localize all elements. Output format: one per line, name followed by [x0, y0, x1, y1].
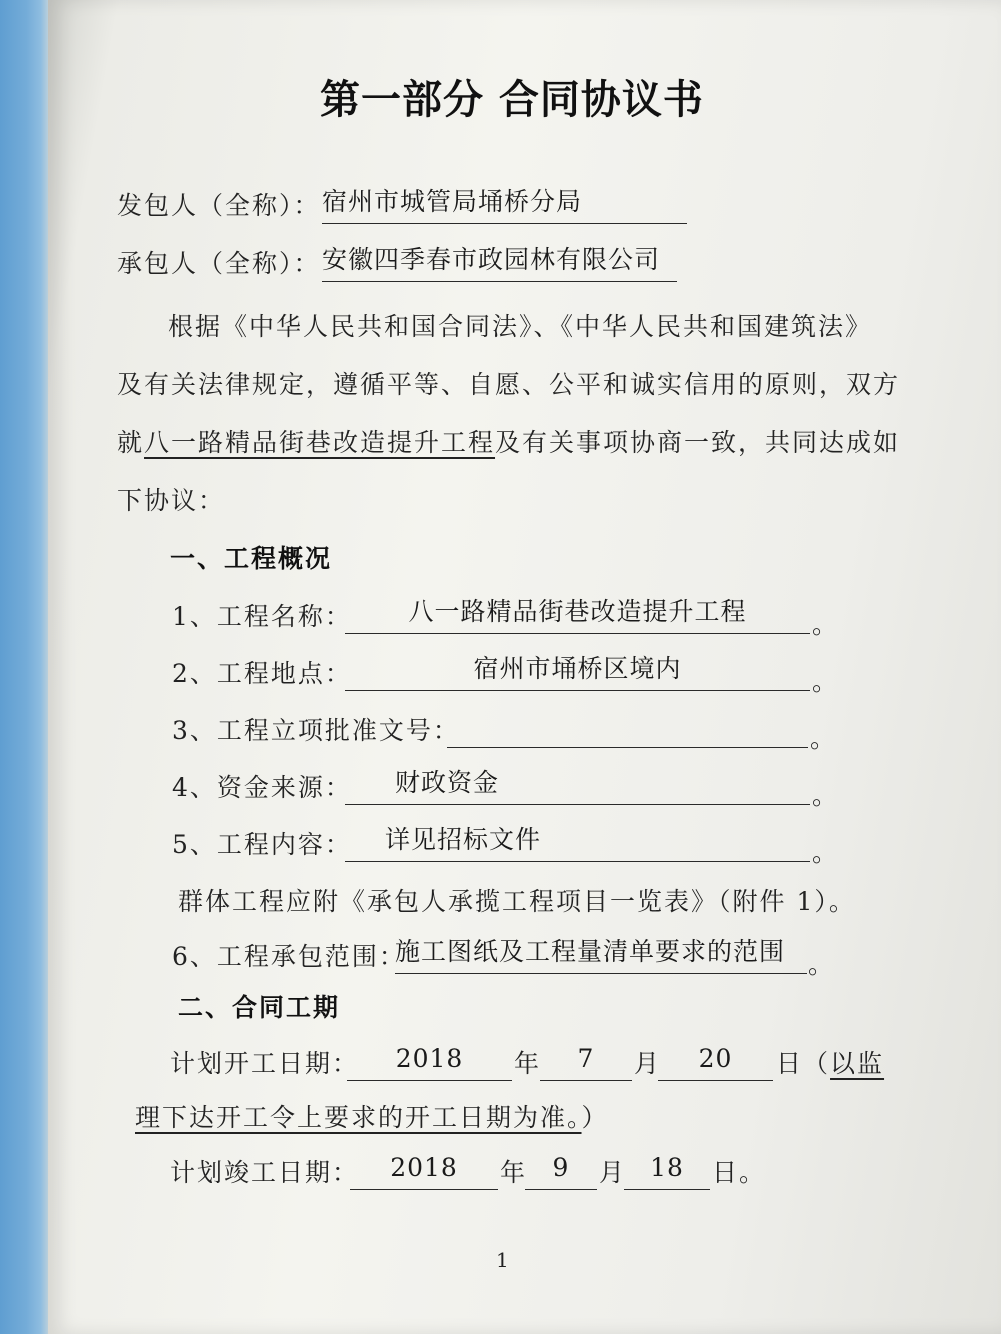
end-year-unit: 年	[500, 1158, 528, 1187]
start-note-open: （	[803, 1049, 831, 1078]
item-3-value	[447, 711, 808, 748]
item-4-label: 4、资金来源：	[172, 773, 352, 802]
start-date-label: 计划开工日期：	[170, 1049, 360, 1078]
employer-value	[322, 187, 687, 224]
item-3-end: 。	[810, 724, 838, 753]
start-day-unit	[776, 1051, 884, 1076]
end-day-unit-text: 日	[712, 1158, 740, 1187]
item-1-value: 八一路精品街巷改造提升工程	[345, 597, 810, 634]
item-2-end: 。	[812, 667, 840, 696]
item-5-label: 5、工程内容：	[172, 830, 352, 859]
item-6-label: 6、工程承包范围：	[172, 942, 406, 971]
start-month: 7	[540, 1044, 632, 1081]
start-note-line-2	[135, 1105, 609, 1130]
contractor-label: 承包人（全称）：	[117, 249, 321, 278]
end-date-end: 。	[739, 1158, 767, 1187]
preamble-line-2: 及有关法律规定，遵循平等、自愿、公平和诚实信用的原则，双方	[117, 370, 901, 399]
end-year: 2018	[350, 1153, 498, 1190]
end-date-label: 计划竣工日期：	[170, 1158, 360, 1187]
start-note-a: 以监	[830, 1049, 885, 1078]
start-day: 20	[658, 1044, 773, 1081]
start-year: 2018	[347, 1044, 512, 1081]
section-2-heading: 二、合同工期	[178, 993, 341, 1022]
start-day-unit-text: 日	[776, 1049, 804, 1078]
item-1-label: 1、工程名称：	[172, 602, 352, 631]
start-year-unit: 年	[514, 1049, 542, 1078]
preamble-suffix: 及有关事项协商一致，共同达成如	[495, 428, 901, 457]
item-3-label: 3、工程立项批准文号：	[172, 716, 460, 745]
start-month-unit: 月	[634, 1049, 662, 1078]
item-4-value: 财政资金	[345, 768, 810, 805]
preamble-prefix: 就	[117, 428, 145, 457]
item-5-end: 。	[812, 838, 840, 867]
item-2-label: 2、工程地点：	[172, 659, 352, 688]
page-number: 1	[496, 1248, 509, 1272]
employer-label: 发包人（全称）：	[117, 191, 321, 220]
preamble-line-4: 下协议：	[117, 486, 226, 515]
document-title: 第一部分 合同协议书	[320, 76, 704, 123]
end-month: 9	[525, 1153, 597, 1190]
item-5-value: 详见招标文件	[345, 825, 810, 862]
start-note-close: ）	[581, 1103, 609, 1132]
end-day: 18	[624, 1153, 710, 1190]
preamble-line-3	[117, 430, 900, 455]
contractor-value	[322, 245, 677, 282]
item-2-value: 宿州市埇桥区境内	[345, 654, 810, 691]
end-day-unit	[712, 1160, 766, 1185]
preamble-project-name: 八一路精品街巷改造提升工程	[144, 428, 496, 457]
item-6-value: 施工图纸及工程量清单要求的范围	[395, 937, 807, 974]
end-month-unit: 月	[599, 1158, 627, 1187]
group-project-note: 群体工程应附《承包人承揽工程项目一览表》（附件 1）。	[178, 887, 856, 916]
section-1-heading: 一、工程概况	[170, 544, 333, 573]
item-4-end: 。	[812, 781, 840, 810]
binder-edge	[0, 0, 48, 1334]
start-note-b: 理下达开工令上要求的开工日期为准。	[135, 1103, 582, 1132]
item-1-end: 。	[812, 610, 840, 639]
preamble-line-1: 根据《中华人民共和国合同法》、《中华人民共和国建筑法》	[168, 312, 873, 341]
item-6-end: 。	[808, 950, 836, 979]
employer-name: 宿州市城管局埇桥分局	[322, 187, 583, 216]
contractor-name: 安徽四季春市政园林有限公司	[322, 245, 661, 274]
